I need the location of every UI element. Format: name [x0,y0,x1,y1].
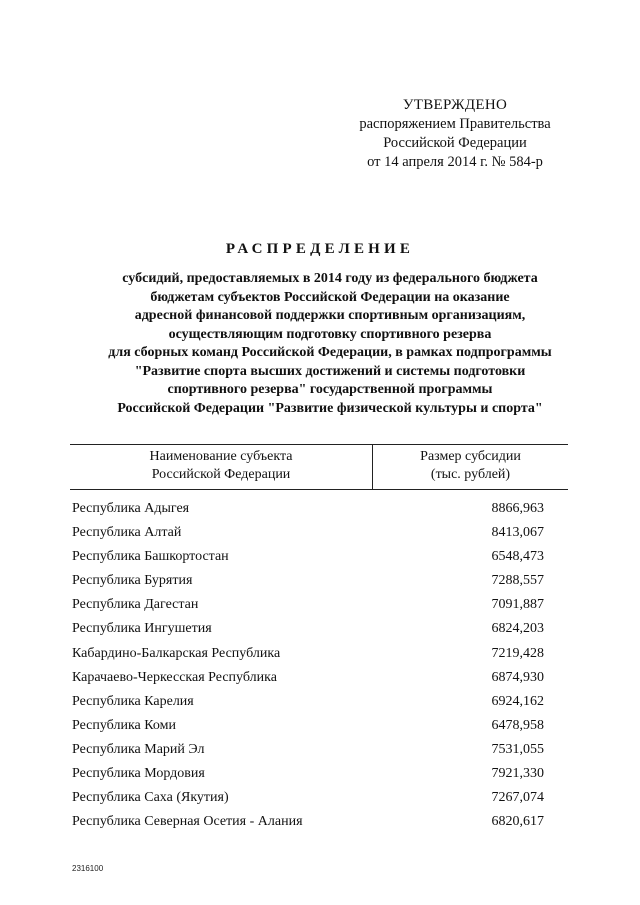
column-header-line: (тыс. рублей) [430,466,511,482]
table-row [72,571,572,595]
region-name: Республика Мордовия [72,766,205,782]
subsidy-amount: 7267,074 [491,790,544,806]
region-name: Республика Башкортостан [72,549,229,565]
document-subtitle [40,270,620,418]
table-row [72,644,572,668]
subsidy-amount: 7219,428 [491,645,544,661]
column-header-region [70,445,373,489]
subtitle-line: субсидий, предоставляемых в 2014 году из федерального бюджета [122,271,538,286]
table-row [72,595,572,619]
table-row [72,619,572,643]
region-name: Республика Дагестан [72,597,199,613]
subsidy-amount: 8413,067 [491,525,544,541]
document-code: 2316100 [72,864,104,873]
region-name: Республика Карелия [72,693,194,709]
region-name: Республика Алтай [72,525,182,541]
subsidy-amount: 7531,055 [491,741,544,757]
subtitle-line: "Развитие спорта высших достижений и системы подготовки [134,363,526,379]
column-header-line: Наименование субъекта [149,449,293,464]
subsidy-amount: 7288,557 [491,573,544,589]
table-header [70,444,568,490]
subsidy-amount: 6924,162 [491,693,544,709]
subsidy-amount: 6548,473 [491,549,544,565]
region-name: Республика Марий Эл [72,741,205,757]
subtitle-line: для сборных команд Российской Федерации, в рамках подпрограммы [108,345,552,360]
document-title: РАСПРЕДЕЛЕНИЕ [225,241,415,257]
approval-line-1: распоряжением Правительства [359,116,551,132]
region-name: Республика Бурятия [72,573,193,589]
subtitle-line: Российской Федерации "Развитие физической культуры и спорта" [117,400,543,416]
subtitle-line: бюджетам субъектов Российской Федерации на оказание [150,289,510,305]
subtitle-line: осуществляющим подготовку спортивного резерва [168,326,492,342]
table-row [72,692,572,716]
table-row [72,788,572,812]
table-row [72,523,572,547]
subtitle-line: спортивного резерва" государственной программы [167,382,493,397]
column-header-line: Размер субсидии [420,449,521,464]
approval-block [340,96,570,172]
subsidy-amount: 6824,203 [491,621,544,637]
subsidy-amount: 6874,930 [491,669,544,685]
approval-line-3: от 14 апреля 2014 г. № 584-р [367,154,543,170]
table-row [72,716,572,740]
subsidy-amount: 8866,963 [491,501,544,516]
column-header-amount [373,445,568,489]
region-name: Кабардино-Балкарская Республика [72,645,281,661]
approval-heading: УТВЕРЖДЕНО [402,97,508,113]
region-name: Республика Коми [72,717,176,733]
table-row [72,764,572,788]
subtitle-line: адресной финансовой поддержки спортивным организациям, [134,308,526,323]
subsidy-amount: 7921,330 [491,766,544,782]
table-row [72,812,572,836]
region-name: Республика Ингушетия [72,621,212,637]
region-name: Республика Адыгея [72,501,190,516]
table-row [72,740,572,764]
column-header-line: Российской Федерации [151,466,291,482]
region-name: Карачаево-Черкесская Республика [72,669,277,685]
subsidy-amount: 6478,958 [491,717,544,733]
region-name: Республика Северная Осетия - Алания [72,814,303,830]
subsidy-amount: 6820,617 [491,814,544,830]
table-body [72,499,572,836]
approval-line-2: Российской Федерации [383,135,527,151]
table-row [72,547,572,571]
subsidy-amount: 7091,887 [491,597,544,613]
table-row [72,668,572,692]
region-name: Республика Саха (Якутия) [72,790,229,806]
table-row [72,499,572,523]
